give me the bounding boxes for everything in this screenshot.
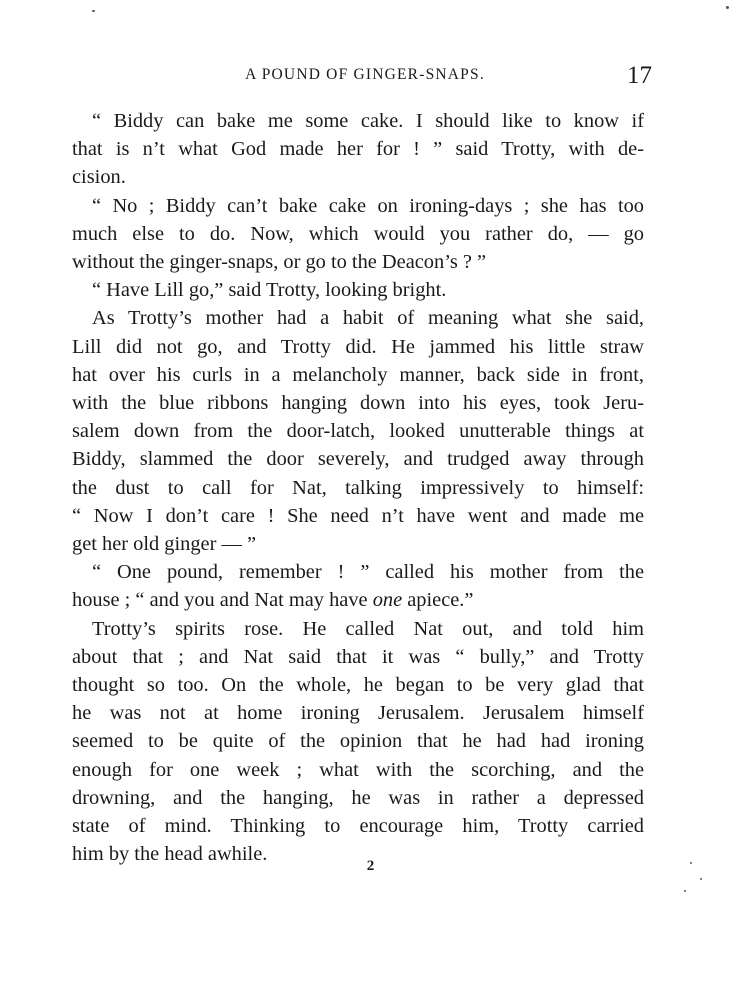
ink-speck bbox=[700, 878, 702, 880]
text-line: house ; “ and you and Nat may have one apiece.” bbox=[72, 589, 474, 612]
text-line: without the ginger-snaps, or go to the Deacon’s ? ” bbox=[72, 251, 487, 274]
signature-mark: 2 bbox=[366, 858, 375, 874]
text-line: seemed to be quite of the opinion that he had had ironing bbox=[72, 730, 644, 753]
ink-speck bbox=[92, 10, 95, 12]
text-line: with the blue ribbons hanging down into his eyes, took Jeru- bbox=[72, 392, 644, 415]
text-line: enough for one week ; what with the scorching, and the bbox=[72, 758, 644, 781]
text-line: much else to do. Now, which would you rather do, — go bbox=[72, 222, 644, 245]
text-line: the dust to call for Nat, talking impressively to himself: bbox=[72, 476, 644, 499]
body-text bbox=[72, 107, 644, 868]
ink-speck bbox=[690, 862, 692, 864]
page-header bbox=[70, 62, 660, 92]
page-number: 17 bbox=[627, 62, 652, 89]
ink-speck bbox=[726, 6, 729, 9]
text-line: “ Biddy can bake me some cake. I should like to know if bbox=[92, 110, 644, 132]
text-line: Trotty’s spirits rose. He called Nat out, and told him bbox=[92, 617, 644, 640]
text-line: As Trotty’s mother had a habit of meaning what she said, bbox=[92, 307, 644, 330]
text-line: salem down from the door-latch, looked unutterable things at bbox=[72, 420, 644, 443]
text-line: him by the head awhile. bbox=[72, 843, 268, 866]
text-line: “ One pound, remember ! ” called his mother from the bbox=[92, 561, 644, 584]
text-line: Lill did not go, and Trotty did. He jammed his little straw bbox=[72, 335, 644, 358]
text-line: about that ; and Nat said that it was “ bully,” and Trotty bbox=[72, 645, 644, 668]
text-line: get her old ginger — ” bbox=[72, 533, 257, 556]
text-line: “ Have Lill go,” said Trotty, looking bright. bbox=[92, 279, 447, 302]
text-line: state of mind. Thinking to encourage him, Trotty carried bbox=[72, 815, 644, 838]
text-line: thought so too. On the whole, he began to be very glad that bbox=[72, 674, 644, 697]
text-line: drowning, and the hanging, he was in rather a depressed bbox=[72, 786, 644, 809]
text-line: that is n’t what God made her for ! ” said Trotty, with de- bbox=[72, 138, 644, 161]
running-title: A POUND OF GINGER-SNAPS. bbox=[245, 66, 485, 83]
text-line: “ No ; Biddy can’t bake cake on ironing-days ; she has too bbox=[92, 194, 644, 217]
text-line: cision. bbox=[72, 166, 126, 189]
text-line: he was not at home ironing Jerusalem. Jerusalem himself bbox=[72, 702, 644, 725]
text-line: hat over his curls in a melancholy manner, back side in front, bbox=[72, 363, 644, 386]
text-line: Biddy, slammed the door severely, and trudged away through bbox=[72, 448, 644, 471]
text-line: “ Now I don’t care ! She need n’t have went and made me bbox=[72, 504, 644, 527]
ink-speck bbox=[684, 890, 686, 892]
